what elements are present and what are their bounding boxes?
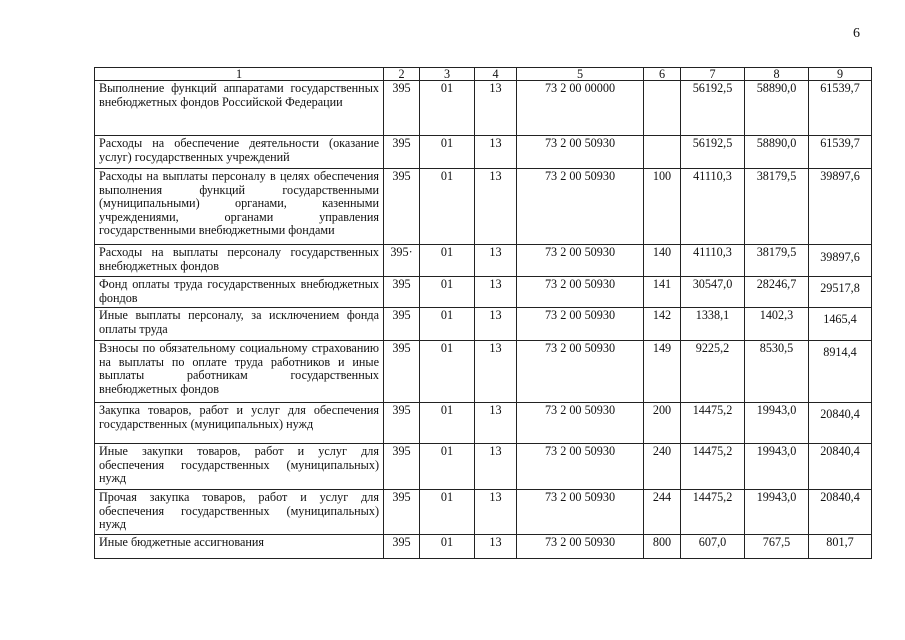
cell-col-6	[644, 81, 681, 136]
cell-col-8: 19943,0	[745, 403, 809, 444]
cell-col-5: 73 2 00 50930	[517, 169, 644, 245]
row-name: Фонд оплаты труда государственных внебюджетных фондов	[95, 277, 384, 308]
cell-col-9: 8914,4	[809, 341, 872, 403]
cell-col-7: 56192,5	[681, 136, 745, 169]
cell-col-9: 1465,4	[809, 308, 872, 341]
cell-col-8: 28246,7	[745, 277, 809, 308]
page-number: 6	[853, 26, 860, 41]
cell-col-4: 13	[475, 245, 517, 277]
cell-col-3: 01	[420, 245, 475, 277]
cell-col-7: 30547,0	[681, 277, 745, 308]
cell-col-4: 13	[475, 136, 517, 169]
cell-col-9: 801,7	[809, 535, 872, 559]
cell-col-4: 13	[475, 308, 517, 341]
cell-col-9: 61539,7	[809, 136, 872, 169]
row-name: Иные закупки товаров, работ и услуг для обеспечения государственных (муниципальных) нужд	[95, 444, 384, 490]
header-col-4: 4	[475, 68, 517, 81]
cell-col-2: 395	[384, 444, 420, 490]
cell-col-4: 13	[475, 490, 517, 535]
cell-col-5: 73 2 00 50930	[517, 277, 644, 308]
cell-col-8: 38179,5	[745, 245, 809, 277]
cell-col-7: 14475,2	[681, 490, 745, 535]
cell-col-4: 13	[475, 277, 517, 308]
cell-col-3: 01	[420, 81, 475, 136]
cell-col-2: 395	[384, 277, 420, 308]
cell-col-3: 01	[420, 169, 475, 245]
header-col-7: 7	[681, 68, 745, 81]
row-name: Иные бюджетные ассигнования	[95, 535, 384, 559]
cell-col-5: 73 2 00 50930	[517, 403, 644, 444]
table-row	[95, 444, 872, 490]
cell-col-5: 73 2 00 50930	[517, 308, 644, 341]
cell-col-4: 13	[475, 81, 517, 136]
cell-col-7: 56192,5	[681, 81, 745, 136]
table-row	[95, 277, 872, 308]
table-row	[95, 535, 872, 559]
budget-table	[94, 67, 872, 559]
cell-col-2: 395	[384, 403, 420, 444]
cell-col-2: 395	[384, 341, 420, 403]
cell-col-6: 149	[644, 341, 681, 403]
cell-col-7: 14475,2	[681, 403, 745, 444]
cell-col-8: 8530,5	[745, 341, 809, 403]
row-name: Взносы по обязательному социальному страхованию на выплаты по оплате труда работников и иные выплаты работникам государственных внебюджетных фондов	[95, 341, 384, 403]
cell-col-5: 73 2 00 00000	[517, 81, 644, 136]
row-name: Расходы на обеспечение деятельности (оказание услуг) государственных учреждений	[95, 136, 384, 169]
cell-col-6: 200	[644, 403, 681, 444]
header-col-2: 2	[384, 68, 420, 81]
cell-col-6: 800	[644, 535, 681, 559]
cell-col-9: 39897,6	[809, 169, 872, 245]
cell-col-3: 01	[420, 535, 475, 559]
cell-col-6	[644, 136, 681, 169]
cell-col-2: 395	[384, 308, 420, 341]
cell-col-3: 01	[420, 341, 475, 403]
row-name: Иные выплаты персоналу, за исключением фонда оплаты труда	[95, 308, 384, 341]
cell-col-5: 73 2 00 50930	[517, 341, 644, 403]
cell-col-7: 607,0	[681, 535, 745, 559]
cell-col-4: 13	[475, 169, 517, 245]
header-col-1: 1	[95, 68, 384, 81]
table-row	[95, 308, 872, 341]
cell-col-9: 20840,4	[809, 403, 872, 444]
cell-col-5: 73 2 00 50930	[517, 444, 644, 490]
cell-col-9: 39897,6	[809, 245, 872, 277]
row-name: Расходы на выплаты персоналу государственных внебюджетных фондов	[95, 245, 384, 277]
table-row	[95, 341, 872, 403]
table-row	[95, 245, 872, 277]
table-row	[95, 81, 872, 136]
row-name: Расходы на выплаты персоналу в целях обеспечения выполнения функций государственными (муниципальными) органами, казенными учреждениями, органами управления государственными внебюджетными фондами	[95, 169, 384, 245]
cell-col-7: 41110,3	[681, 169, 745, 245]
cell-col-7: 41110,3	[681, 245, 745, 277]
cell-col-5: 73 2 00 50930	[517, 535, 644, 559]
cell-col-5: 73 2 00 50930	[517, 136, 644, 169]
row-name: Выполнение функций аппаратами государственных внебюджетных фондов Российской Федерации	[95, 81, 384, 136]
cell-col-8: 767,5	[745, 535, 809, 559]
cell-col-2: 395	[384, 81, 420, 136]
cell-col-4: 13	[475, 403, 517, 444]
table-row	[95, 169, 872, 245]
cell-col-6: 100	[644, 169, 681, 245]
cell-col-2: 395	[384, 169, 420, 245]
cell-col-9: 61539,7	[809, 81, 872, 136]
cell-col-2: 395·	[384, 245, 420, 277]
cell-col-3: 01	[420, 490, 475, 535]
cell-col-2: 395	[384, 490, 420, 535]
cell-col-4: 13	[475, 341, 517, 403]
cell-col-7: 9225,2	[681, 341, 745, 403]
cell-col-9: 20840,4	[809, 490, 872, 535]
row-name: Закупка товаров, работ и услуг для обеспечения государственных (муниципальных) нужд	[95, 403, 384, 444]
cell-col-2: 395	[384, 136, 420, 169]
cell-col-6: 244	[644, 490, 681, 535]
header-col-3: 3	[420, 68, 475, 81]
cell-col-8: 1402,3	[745, 308, 809, 341]
header-col-6: 6	[644, 68, 681, 81]
cell-col-6: 142	[644, 308, 681, 341]
cell-col-3: 01	[420, 136, 475, 169]
cell-col-8: 38179,5	[745, 169, 809, 245]
cell-col-6: 141	[644, 277, 681, 308]
table-row	[95, 403, 872, 444]
table-row	[95, 136, 872, 169]
cell-col-8: 58890,0	[745, 81, 809, 136]
header-col-5: 5	[517, 68, 644, 81]
cell-col-9: 29517,8	[809, 277, 872, 308]
cell-col-7: 1338,1	[681, 308, 745, 341]
cell-col-2: 395	[384, 535, 420, 559]
cell-col-7: 14475,2	[681, 444, 745, 490]
cell-col-3: 01	[420, 277, 475, 308]
cell-col-4: 13	[475, 444, 517, 490]
header-col-9: 9	[809, 68, 872, 81]
cell-col-8: 58890,0	[745, 136, 809, 169]
cell-col-3: 01	[420, 403, 475, 444]
cell-col-8: 19943,0	[745, 444, 809, 490]
cell-col-9: 20840,4	[809, 444, 872, 490]
cell-col-3: 01	[420, 308, 475, 341]
cell-col-8: 19943,0	[745, 490, 809, 535]
cell-col-6: 140	[644, 245, 681, 277]
header-row	[95, 68, 872, 81]
table-row	[95, 490, 872, 535]
row-name: Прочая закупка товаров, работ и услуг для обеспечения государственных (муниципальных) нужд	[95, 490, 384, 535]
cell-col-5: 73 2 00 50930	[517, 490, 644, 535]
cell-col-4: 13	[475, 535, 517, 559]
header-col-8: 8	[745, 68, 809, 81]
cell-col-5: 73 2 00 50930	[517, 245, 644, 277]
cell-col-6: 240	[644, 444, 681, 490]
cell-col-3: 01	[420, 444, 475, 490]
